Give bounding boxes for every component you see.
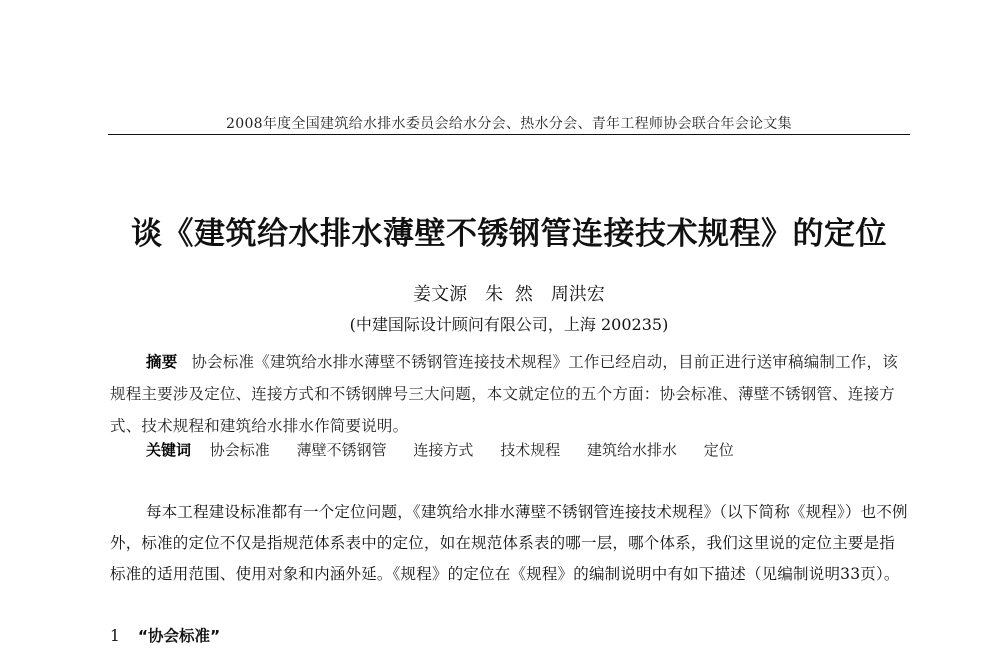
keyword: 定位 <box>703 441 734 459</box>
section-number: 1 <box>110 627 120 645</box>
keyword: 建筑给水排水 <box>586 441 677 459</box>
authors: 姜文源 朱 然 周洪宏 <box>413 284 605 305</box>
keywords <box>146 439 916 460</box>
abstract-text: 协会标准《建筑给水排水薄壁不锈钢管连接技术规程》工作已经启动，目前正进行送审稿编制工作，该规程主要涉及定位、连接方式和不锈钢牌号三大问题，本文就定位的五个方面：协会标准、薄壁不锈钢管、连接方式、技术规程和建筑给水排水作简要说明。 <box>110 353 898 435</box>
abstract-label: 摘要 <box>146 353 178 371</box>
abstract <box>110 346 910 442</box>
section-title: “协会标准” <box>137 627 221 645</box>
keyword: 协会标准 <box>209 441 270 459</box>
body-paragraph: 每本工程建设标准都有一个定位问题，《建筑给水排水薄壁不锈钢管连接技术规程》（以下简称《规程》）也不例外，标准的定位不仅是指规范体系表中的定位，如在规范体系表的哪一层，哪个体系，我们这里说的定位主要是指标准的适用范围、使用对象和内涵外延。《规程》的定位在《规程》的编制说明中有如下描述（见编制说明33页）。 <box>110 503 908 583</box>
header-rule <box>108 134 910 135</box>
keywords-label: 关键词 <box>146 441 192 459</box>
keyword: 技术规程 <box>500 441 561 459</box>
affiliation: (中建国际设计顾问有限公司，上海 200235) <box>349 315 669 334</box>
keyword: 薄壁不锈钢管 <box>296 441 387 459</box>
running-header: 2008年度全国建筑给水排水委员会给水分会、热水分会、青年工程师协会联合年会论文集 <box>226 116 792 132</box>
keyword: 连接方式 <box>413 441 474 459</box>
paper-title: 谈《建筑给水排水薄壁不锈钢管连接技术规程》的定位 <box>131 216 887 252</box>
section-heading <box>110 624 220 646</box>
